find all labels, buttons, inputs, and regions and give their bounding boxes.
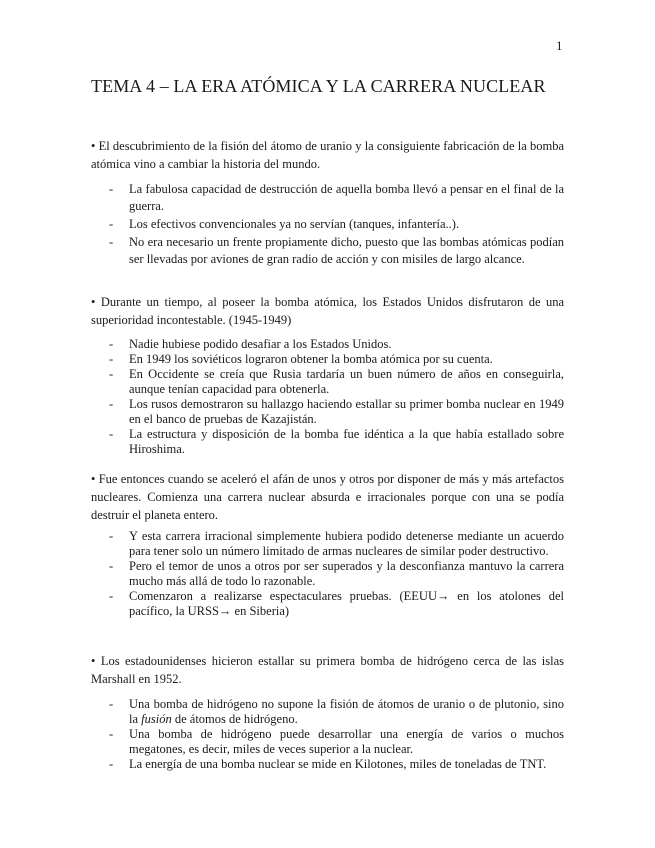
section-paragraph xyxy=(91,470,564,524)
dash-marker: - xyxy=(109,529,114,543)
list-item: - Comenzaron a realizarse espectaculares pruebas. (EEUU→ en los atolones del pacífico, la URSS→ en Siberia) xyxy=(109,589,564,618)
section-2-list xyxy=(91,337,564,457)
paragraph-text: Durante un tiempo, al poseer la bomba atómica, los Estados Unidos disfrutaron de una superioridad incontestable. (1945-1949) xyxy=(91,295,564,327)
paragraph-text: Los estadounidenses hicieron estallar su primera bomba de hidrógeno cerca de las islas Marshall en 1952. xyxy=(91,654,564,686)
list-item: - Pero el temor de unos a otros por ser superados y la desconfianza mantuvo la carrera mucho más allá de todo lo razonable. xyxy=(109,559,564,588)
dash-marker: - xyxy=(109,352,114,366)
list-item: - La energía de una bomba nuclear se mide en Kilotones, miles de toneladas de TNT. xyxy=(109,757,547,771)
emphasis-text: fusión xyxy=(141,712,172,726)
bullet: • xyxy=(91,472,96,486)
section-3-list xyxy=(91,529,564,619)
list-item: - Una bomba de hidrógeno puede desarrollar una energía de varios o muchos megatones, es decir, miles de veces superior a la nuclear. xyxy=(109,727,564,756)
dash-list xyxy=(91,337,564,457)
paragraph-text: Fue entonces cuando se aceleró el afán de unos y otros por disponer de más y más artefactos nucleares. Comienza una carrera nuclear absurda e irracionales porque con una se podía destruir el planeta entero. xyxy=(91,472,565,522)
section-paragraph xyxy=(91,137,564,173)
list-item: - Una bomba de hidrógeno no supone la fisión de átomos de uranio o de plutonio, sino la fusión de átomos de hidrógeno. xyxy=(109,697,564,726)
list-item: - La fabulosa capacidad de destrucción de aquella bomba llevó a pensar en el final de la guerra. xyxy=(109,182,564,213)
dash-marker: - xyxy=(109,757,114,771)
section-1 xyxy=(91,137,564,173)
dash-list xyxy=(91,529,564,619)
bullet: • xyxy=(91,139,96,153)
list-item: - La estructura y disposición de la bomba fue idéntica a la que había estallado sobre Hiroshima. xyxy=(109,427,564,456)
list-item: - Los efectivos convencionales ya no servían (tanques, infantería..). xyxy=(109,217,460,231)
dash-list xyxy=(91,181,564,268)
list-item: - No era necesario un frente propiamente dicho, puesto que las bombas atómicas podían ser llevadas por aviones de gran radio de acción y con misiles de largo alcance. xyxy=(109,235,564,266)
section-4-list xyxy=(91,697,564,772)
section-paragraph xyxy=(91,652,564,688)
list-item: - En Occidente se creía que Rusia tardaría un buen número de años en conseguirla, aunque tenían capacidad para obtenerla. xyxy=(109,367,564,396)
dash-marker: - xyxy=(109,367,114,381)
section-1-list xyxy=(91,181,564,268)
list-item: - Nadie hubiese podido desafiar a los Estados Unidos. xyxy=(109,337,392,351)
section-3 xyxy=(91,470,564,524)
paragraph-text: El descubrimiento de la fisión del átomo de uranio y la consiguiente fabricación de la bomba atómica vino a cambiar la historia del mundo. xyxy=(91,139,564,171)
dash-marker: - xyxy=(109,559,114,573)
list-item: - En 1949 los soviéticos lograron obtener la bomba atómica por su cuenta. xyxy=(109,352,493,366)
list-item: - Los rusos demostraron su hallazgo haciendo estallar su primer bomba nuclear en 1949 en el banco de pruebas de Kazajistán. xyxy=(109,397,564,426)
dash-list xyxy=(91,697,564,772)
dash-marker: - xyxy=(109,397,114,411)
section-paragraph xyxy=(91,293,564,329)
dash-marker: - xyxy=(109,427,114,441)
bullet: • xyxy=(91,654,96,668)
section-4 xyxy=(91,652,564,688)
dash-marker: - xyxy=(109,589,114,603)
dash-marker: - xyxy=(109,337,114,351)
dash-marker: - xyxy=(109,727,114,741)
dash-marker: - xyxy=(109,697,114,711)
list-item: - Y esta carrera irracional simplemente hubiera podido detenerse mediante un acuerdo para tener solo un número limitado de armas nucleares de similar poder destructivo. xyxy=(109,529,564,558)
bullet: • xyxy=(91,295,96,309)
dash-marker: - xyxy=(109,235,114,249)
dash-marker: - xyxy=(109,217,114,231)
dash-marker: - xyxy=(109,182,114,196)
page-title: TEMA 4 – LA ERA ATÓMICA Y LA CARRERA NUCLEAR xyxy=(91,76,546,96)
page-number: 1 xyxy=(556,38,563,53)
section-2 xyxy=(91,293,564,329)
